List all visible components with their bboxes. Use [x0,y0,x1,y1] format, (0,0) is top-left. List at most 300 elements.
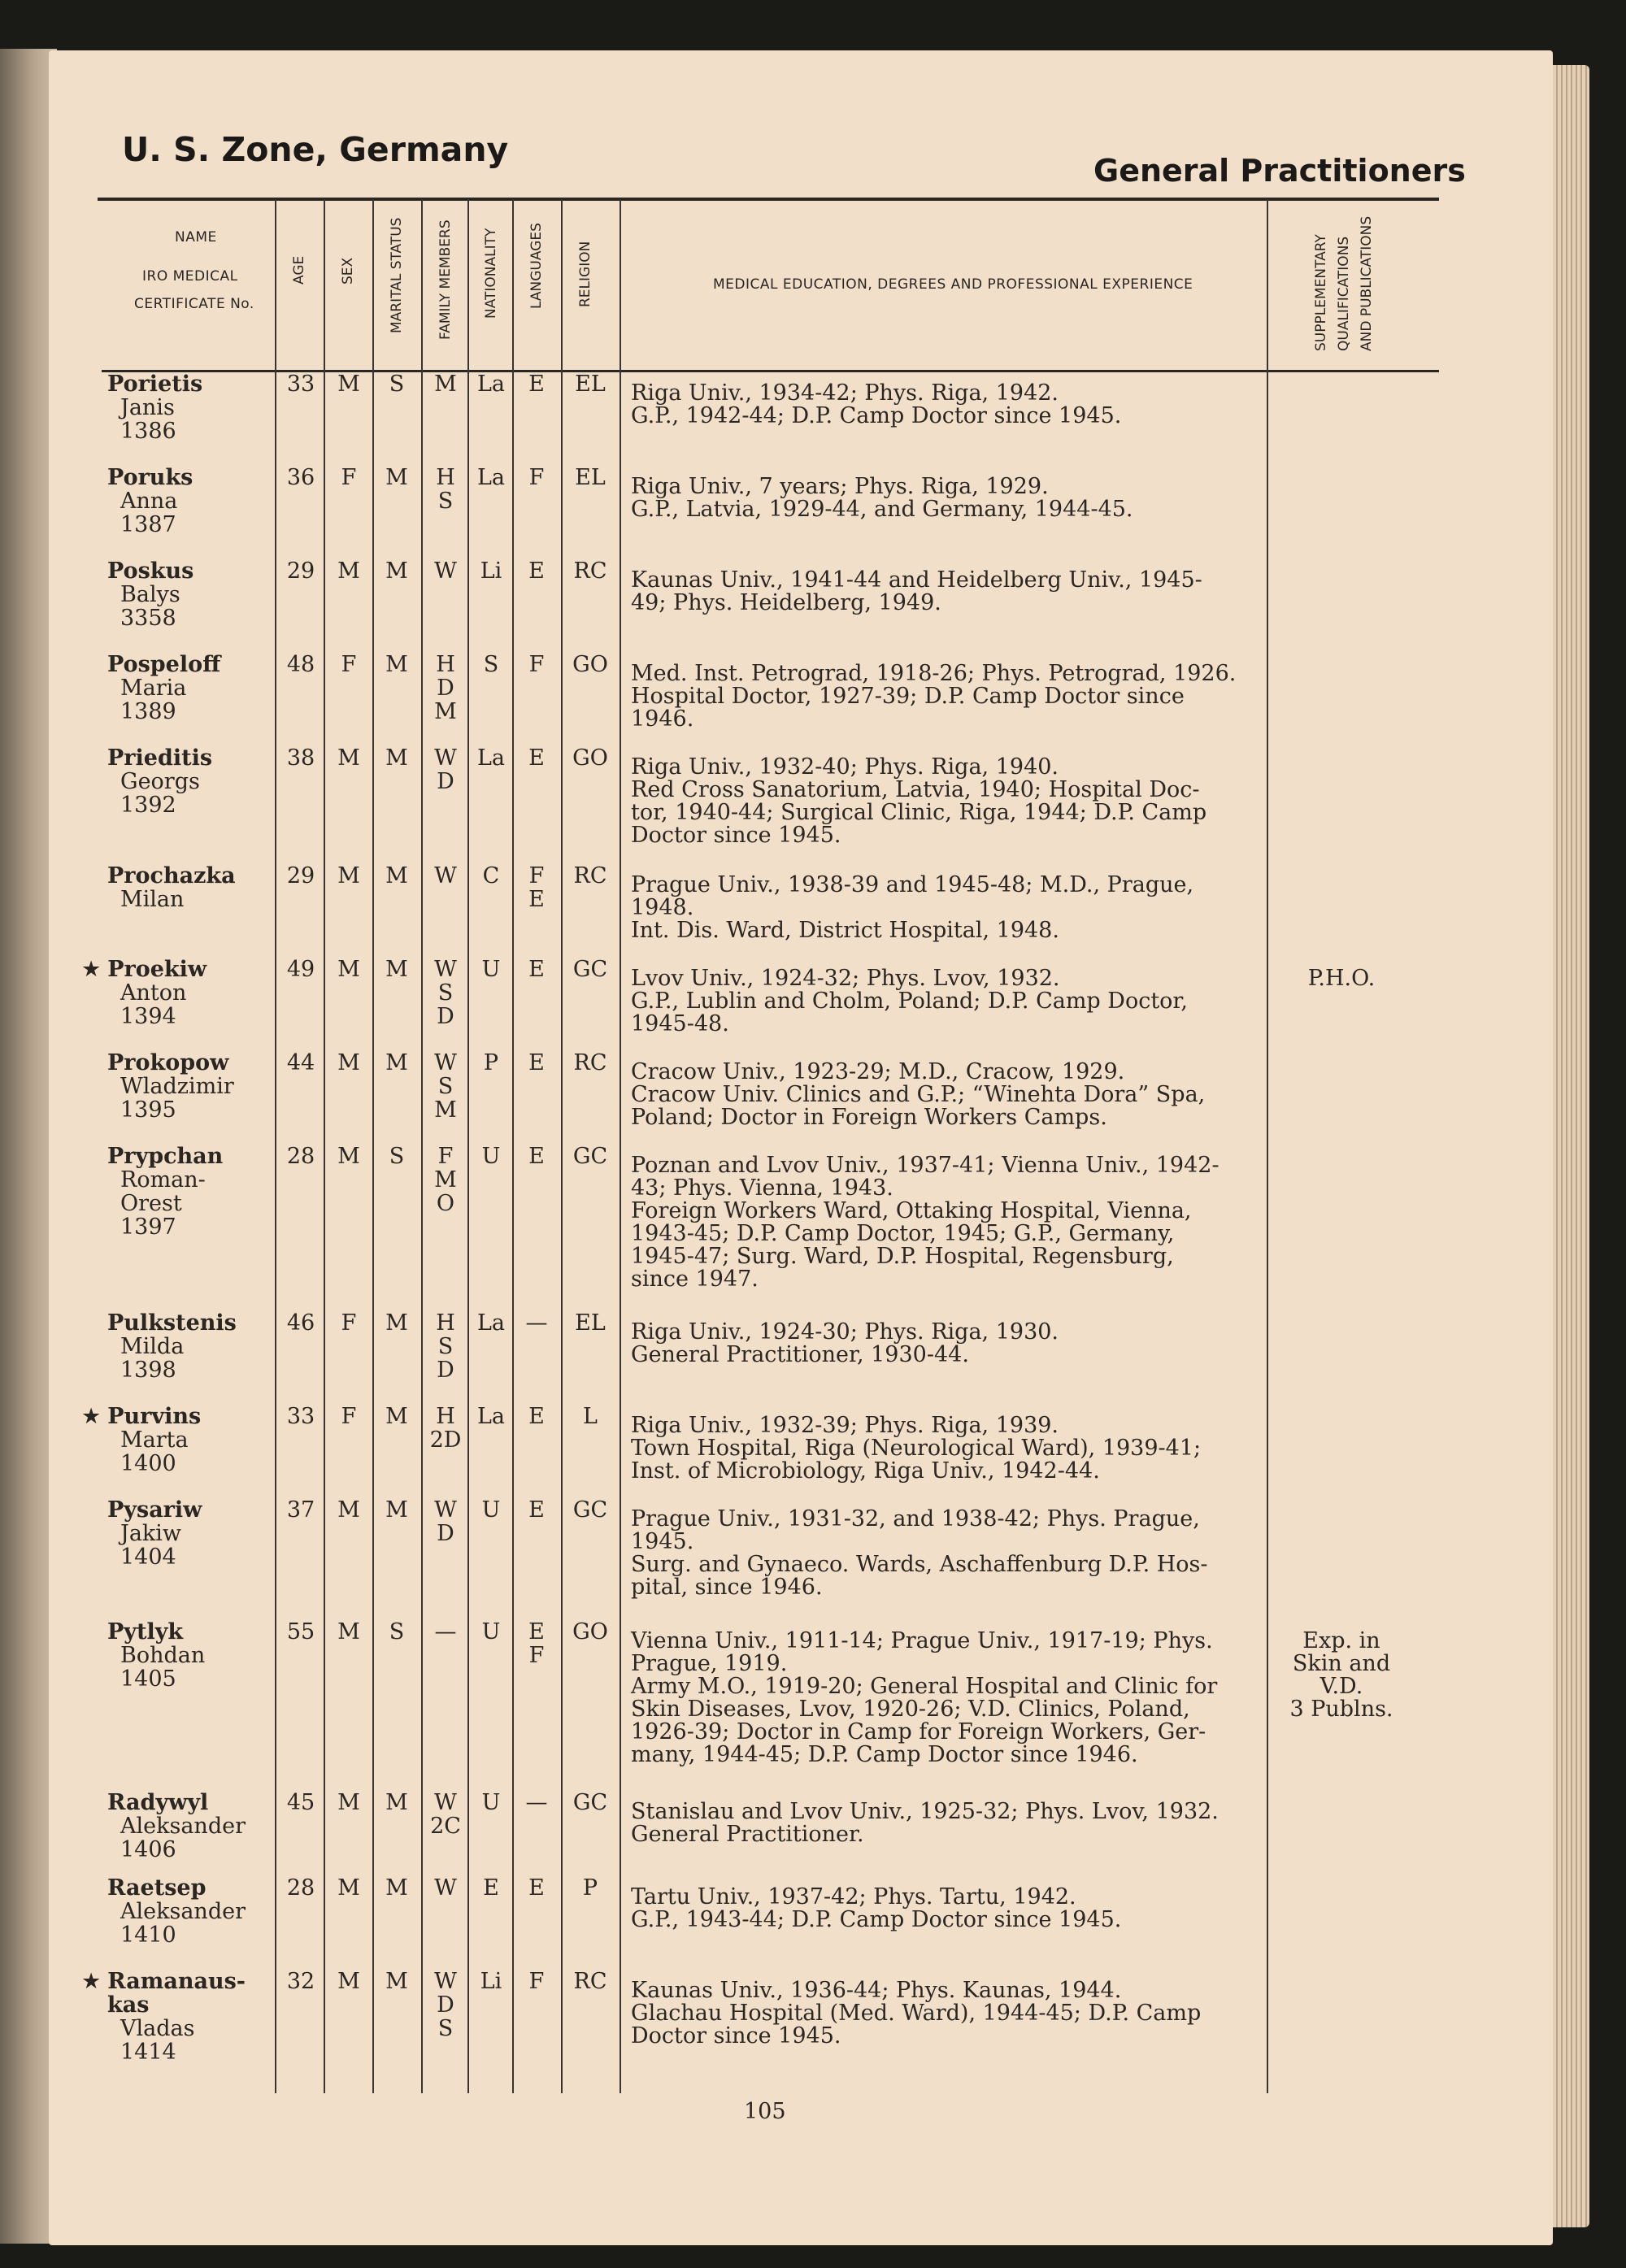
family-cell-value: M [434,699,457,724]
family-cell-value: H [436,1404,455,1429]
given-name: Georgs [120,769,200,794]
name-cell [0,1620,276,1691]
colhead-marital: MARITAL STATUS [389,217,405,333]
marital-cell: M [385,745,408,771]
education-line: 1926-39; Doctor in Camp for Foreign Workers, Ger- [631,1719,1206,1744]
surname-line [0,1970,276,1993]
education-line: Vienna Univ., 1911-14; Prague Univ., 1917-19; Phys. [631,1628,1213,1653]
certificate-number: 1387 [120,512,176,537]
religion-cell: GC [572,957,608,982]
education-line: Surg. and Gynaeco. Wards, Aschaffenburg D.P. Hos- [631,1552,1208,1577]
given-name: Jakiw [120,1521,182,1546]
certificate-number: 3358 [120,606,176,631]
family-cell-value: H [436,1310,455,1336]
given-name: Janis [120,395,175,420]
sex-cell: M [337,957,360,982]
nationality-cell: U [481,957,501,982]
certificate-number: 1389 [120,699,176,724]
education-line: Inst. of Microbiology, Riga Univ., 1942-44. [631,1458,1100,1484]
colhead-education: MEDICAL EDUCATION, DEGREES AND PROFESSIONAL EXPERIENCE [713,276,1193,293]
education-line: Glachau Hospital (Med. Ward), 1944-45; D.P. Camp [631,2001,1202,2026]
education-cell [631,1321,1262,1366]
col-line-marital [372,199,374,2093]
marital-cell: M [385,1790,408,1815]
family-cell [423,1620,468,1644]
family-cell [423,1051,468,1122]
education-line: 1943-45; D.P. Camp Doctor, 1945; G.P., Germany, [631,1221,1175,1246]
family-cell-value: D [437,1521,454,1546]
languages-cell [514,1145,559,1168]
family-cell [423,864,468,888]
surname-line [0,1145,276,1168]
religion-cell: GO [572,745,608,771]
education-line: G.P., 1943-44; D.P. Camp Doctor since 1945. [631,1907,1122,1932]
religion-cell: EL [575,465,606,490]
languages-cell-value: E [528,1404,545,1429]
nationality-cell: La [476,371,506,397]
languages-cell [514,653,559,676]
marital-cell: M [385,1404,408,1429]
age-cell: 32 [286,1969,315,1994]
family-cell-value: O [436,1191,455,1216]
certificate-number: 1404 [120,1545,176,1570]
education-line: Prague, 1919. [631,1651,788,1676]
education-line: pital, since 1946. [631,1575,823,1600]
family-cell-value: F [437,1144,454,1169]
surname-line [0,1311,276,1335]
colhead-name-1: NAME [175,229,217,245]
languages-cell [514,1970,559,1993]
surname-line [0,958,276,981]
family-cell-value: S [437,489,454,514]
colhead-nationality: NATIONALITY [483,228,499,319]
age-cell: 28 [286,1875,315,1901]
marital-cell: S [389,1144,405,1169]
surname: Prokopow [107,1050,229,1075]
nationality-cell: Li [480,558,502,584]
nationality-cell: S [483,652,499,677]
education-line: Kaunas Univ., 1936-44; Phys. Kaunas, 1944. [631,1978,1122,2003]
surname: Prypchan [107,1144,224,1169]
surname: Purvins [107,1404,202,1429]
education-line: 1945. [631,1529,694,1554]
education-line: Med. Inst. Petrograd, 1918-26; Phys. Petrograd, 1926. [631,661,1237,686]
education-cell [631,663,1262,731]
religion-cell: RC [573,863,607,889]
surname: Raetsep [107,1875,207,1901]
education-line: Riga Univ., 7 years; Phys. Riga, 1929. [631,474,1049,499]
religion-cell: GC [572,1790,608,1815]
marital-cell: M [385,652,408,677]
given-name: Anna [120,489,178,514]
religion-cell: RC [573,558,607,584]
family-cell [423,1498,468,1545]
family-cell-value: H [436,465,455,490]
education-line: Int. Dis. Ward, District Hospital, 1948. [631,918,1059,943]
given-name: Bohdan [120,1643,206,1668]
family-cell-value: D [437,676,454,701]
surname-line [0,653,276,676]
education-line: Red Cross Sanatorium, Latvia, 1940; Hospital Doc- [631,777,1200,802]
name-cell [0,1876,276,1947]
given-name: Balys [120,582,180,607]
certificate-number: 1394 [120,1004,176,1029]
surname: Porietis [107,371,203,397]
given-name: Roman- [120,1167,206,1193]
name-cell [0,1791,276,1862]
supplementary-line: Exp. in [1302,1628,1380,1653]
education-line: 1946. [631,706,694,732]
surname: Pulkstenis [107,1310,237,1336]
family-cell [423,1311,468,1382]
colhead-religion: RELIGION [577,241,593,307]
family-cell-value: M [434,1167,457,1193]
supplementary-cell [1268,1630,1415,1721]
education-line: Lvov Univ., 1924-32; Phys. Lvov, 1932. [631,966,1060,991]
surname: Radywyl [107,1790,209,1815]
family-cell-value: W [434,1497,457,1523]
sex-cell: M [337,1969,360,1994]
family-cell-value: W [434,863,457,889]
languages-cell [514,1498,559,1522]
age-cell: 45 [286,1790,315,1815]
certificate-number: 1410 [120,1923,176,1948]
education-cell [631,1979,1262,2048]
name-cell [0,466,276,537]
family-cell [423,653,468,723]
age-cell: 46 [286,1310,315,1336]
languages-cell [514,466,559,489]
colhead-sex: SEX [340,257,356,285]
education-line: 1945-47; Surg. Ward, D.P. Hospital, Regensburg, [631,1244,1174,1269]
name-cell [0,864,276,911]
surname: Ramanaus- [107,1969,246,1994]
certificate-number: 1392 [120,793,176,818]
surname-line [0,864,276,888]
family-cell-value: W [434,558,457,584]
marital-cell: M [385,1875,408,1901]
religion-cell: EL [575,1310,606,1336]
page-number: 105 [744,2099,786,2124]
surname: Proekiw [107,957,207,982]
family-cell [423,372,468,396]
age-cell: 36 [286,465,315,490]
education-line: Skin Diseases, Lvov, 1920-26; V.D. Clinics, Poland, [631,1697,1190,1722]
name-cell [0,1405,276,1475]
languages-cell-value: — [525,1310,548,1336]
religion-cell: P [582,1875,598,1901]
given-name: Maria [120,676,187,701]
nationality-cell: C [482,863,500,889]
sex-cell: M [337,1050,360,1075]
sex-cell: M [337,1875,360,1901]
age-cell: 29 [286,558,315,584]
sex-cell: F [341,465,357,490]
marital-cell: M [385,1310,408,1336]
education-cell [631,1061,1262,1129]
supplementary-line: Skin and [1292,1651,1391,1676]
colhead-supp-2: QUALIFICATIONS [1336,236,1352,351]
education-line: Town Hospital, Riga (Neurological Ward), 1939-41; [631,1436,1202,1461]
name-cell [0,559,276,630]
sex-cell: M [337,863,360,889]
education-line: 43; Phys. Vienna, 1943. [631,1175,893,1201]
nationality-cell: U [481,1497,501,1523]
family-cell [423,1970,468,2040]
surname: kas [107,1992,150,2018]
surname: Poruks [107,465,193,490]
surname-line [0,1498,276,1522]
certificate-number: 1414 [120,2040,176,2065]
name-cell [0,1145,276,1239]
family-cell-value: H [436,652,455,677]
languages-cell [514,1620,559,1667]
star-marker: ★ [81,957,102,982]
nationality-cell: E [483,1875,499,1901]
languages-cell-value: F [528,1969,545,1994]
surname-line [0,1791,276,1814]
education-cell [631,382,1262,428]
age-cell: 55 [286,1619,315,1645]
education-line: Kaunas Univ., 1941-44 and Heidelberg Univ., 1945- [631,567,1202,593]
family-cell-value: M [434,1097,457,1123]
sex-cell: M [337,1497,360,1523]
marital-cell: M [385,1497,408,1523]
marital-cell: S [389,1619,405,1645]
languages-cell-value: E [528,558,545,584]
nationality-cell: La [476,1310,506,1336]
surname: Poskus [107,558,194,584]
religion-cell: GO [572,1619,608,1645]
languages-cell-value: E [528,1497,545,1523]
colhead-supp-1: SUPPLEMENTARY [1313,234,1329,351]
education-line: 1948. [631,895,694,920]
name-cell [0,372,276,443]
education-line: Riga Univ., 1932-39; Phys. Riga, 1939. [631,1413,1059,1438]
family-cell-value: — [434,1619,457,1645]
education-cell [631,1630,1262,1766]
languages-cell [514,958,559,981]
name-cell [0,1498,276,1569]
nationality-cell: La [476,465,506,490]
education-cell [631,967,1262,1036]
surname-line [0,1876,276,1900]
family-cell-value: S [437,980,454,1006]
education-cell [631,1886,1262,1931]
col-line-education [620,199,621,2093]
education-line: Doctor since 1945. [631,2023,841,2049]
colhead-age: AGE [291,255,307,285]
languages-cell-value: F [528,863,545,889]
education-line: Cracow Univ., 1923-29; M.D., Cracow, 1929. [631,1059,1125,1084]
header-left-title: U. S. Zone, Germany [122,130,509,169]
family-cell-value: W [434,957,457,982]
nationality-cell: U [481,1144,501,1169]
family-cell-value: W [434,745,457,771]
certificate-number: 1406 [120,1837,176,1862]
languages-cell [514,372,559,396]
given-name: Milda [120,1334,185,1359]
sex-cell: M [337,745,360,771]
religion-cell: RC [573,1969,607,1994]
languages-cell-value: — [525,1790,548,1815]
supplementary-line: V.D. [1319,1674,1363,1699]
education-line: Prague Univ., 1938-39 and 1945-48; M.D., Prague, [631,872,1194,897]
age-cell: 48 [286,652,315,677]
surname-line [0,1051,276,1075]
languages-cell-value: E [528,887,545,912]
family-cell-value: W [434,1050,457,1075]
star-marker: ★ [81,1969,102,1994]
age-cell: 28 [286,1144,315,1169]
education-line: Tartu Univ., 1937-42; Phys. Tartu, 1942. [631,1884,1076,1910]
family-cell-value: S [437,1334,454,1359]
name-cell [0,1311,276,1382]
given-name: Vladas [120,2016,195,2041]
age-cell: 38 [286,745,315,771]
languages-cell [514,864,559,911]
languages-cell [514,1791,559,1814]
education-line: Riga Univ., 1932-40; Phys. Riga, 1940. [631,754,1059,780]
supplementary-line: 3 Publns. [1289,1697,1393,1722]
sex-cell: F [341,1404,357,1429]
education-line: Army M.O., 1919-20; General Hospital and Clinic for [631,1674,1218,1699]
sex-cell: M [337,1619,360,1645]
marital-cell: S [389,371,405,397]
nationality-cell: Li [480,1969,502,1994]
marital-cell: M [385,558,408,584]
religion-cell: GC [572,1497,608,1523]
col-line-sex [324,199,325,2093]
surname: Prieditis [107,745,213,771]
nationality-cell: U [481,1619,501,1645]
education-line: G.P., Latvia, 1929-44, and Germany, 1944-45. [631,497,1133,522]
age-cell: 37 [286,1497,315,1523]
languages-cell [514,1051,559,1075]
education-cell [631,569,1262,615]
religion-cell: RC [573,1050,607,1075]
languages-cell-value: E [528,1050,545,1075]
education-line: 49; Phys. Heidelberg, 1949. [631,590,941,615]
given-name: Wladzimir [120,1074,234,1099]
education-line: 1945-48. [631,1011,729,1036]
education-line: Riga Univ., 1924-30; Phys. Riga, 1930. [631,1319,1059,1345]
family-cell [423,958,468,1028]
name-cell [0,958,276,1028]
surname-line [0,1620,276,1644]
family-cell-value: 2D [429,1427,462,1453]
given-name: Milan [120,887,185,912]
education-cell [631,1414,1262,1483]
marital-cell: M [385,957,408,982]
languages-cell-value: F [528,652,545,677]
family-cell-value: W [434,1790,457,1815]
given-name: Anton [120,980,187,1006]
colhead-languages: LANGUAGES [528,223,545,309]
languages-cell [514,1311,559,1335]
certificate-number: 1395 [120,1097,176,1123]
education-line: tor, 1940-44; Surgical Clinic, Riga, 1944; D.P. Camp [631,800,1207,825]
header-top-rule [98,198,1439,201]
education-cell [631,756,1262,847]
family-cell [423,1145,468,1215]
education-line: Hospital Doctor, 1927-39; D.P. Camp Doctor since [631,684,1185,709]
family-cell-value: W [434,1969,457,1994]
age-cell: 33 [286,1404,315,1429]
colhead-name-2: IRO MEDICAL [142,268,238,285]
age-cell: 33 [286,371,315,397]
nationality-cell: U [481,1790,501,1815]
surname-line [0,466,276,489]
education-line: Foreign Workers Ward, Ottaking Hospital, Vienna, [631,1198,1192,1223]
name-cell [0,1051,276,1122]
marital-cell: M [385,465,408,490]
certificate-number: 1405 [120,1666,176,1692]
languages-cell-value: F [528,1643,545,1668]
education-cell [631,874,1262,942]
languages-cell [514,1876,559,1900]
colhead-family: FAMILY MEMBERS [437,219,454,340]
sex-cell: F [341,1310,357,1336]
family-cell [423,1405,468,1452]
name-cell [0,653,276,723]
sex-cell: M [337,1790,360,1815]
given-name: Aleksander [120,1814,246,1839]
education-line: G.P., Lublin and Cholm, Poland; D.P. Camp Doctor, [631,988,1188,1014]
education-line: Prague Univ., 1931-32, and 1938-42; Phys. Prague, [631,1506,1200,1532]
languages-cell-value: E [528,371,545,397]
name-cell [0,746,276,817]
languages-cell [514,559,559,583]
surname: Prochazka [107,863,236,889]
family-cell [423,466,468,513]
certificate-number: 1397 [120,1214,176,1240]
languages-cell-value: F [528,465,545,490]
family-cell [423,1876,468,1900]
header-right-title: General Practitioners [1093,153,1466,189]
col-line-supp [1267,199,1268,2093]
sex-cell: M [337,1144,360,1169]
colhead-name-3: CERTIFICATE No. [134,296,254,312]
education-line: G.P., 1942-44; D.P. Camp Doctor since 1945. [631,403,1122,428]
family-cell-value: S [437,1074,454,1099]
languages-cell-value: E [528,745,545,771]
languages-cell [514,1405,559,1428]
family-cell-value: D [437,769,454,794]
languages-cell-value: E [528,1619,545,1645]
given-name: Orest [120,1191,182,1216]
languages-cell-value: E [528,1875,545,1901]
education-line: since 1947. [631,1267,759,1292]
religion-cell: EL [575,371,606,397]
religion-cell: L [583,1404,598,1429]
surname-line [0,372,276,396]
given-name: Aleksander [120,1899,246,1924]
surname: Pytlyk [107,1619,184,1645]
age-cell: 44 [286,1050,315,1075]
family-cell-value: M [434,371,457,397]
nationality-cell: La [476,745,506,771]
education-cell [631,1801,1262,1846]
sex-cell: M [337,558,360,584]
education-line: Doctor since 1945. [631,823,841,848]
marital-cell: M [385,1050,408,1075]
family-cell-value: D [437,1004,454,1029]
age-cell: 49 [286,957,315,982]
family-cell-value: W [434,1875,457,1901]
education-cell [631,1508,1262,1599]
education-line: Cracow Univ. Clinics and G.P.; “Winehta Dora” Spa, [631,1082,1206,1107]
